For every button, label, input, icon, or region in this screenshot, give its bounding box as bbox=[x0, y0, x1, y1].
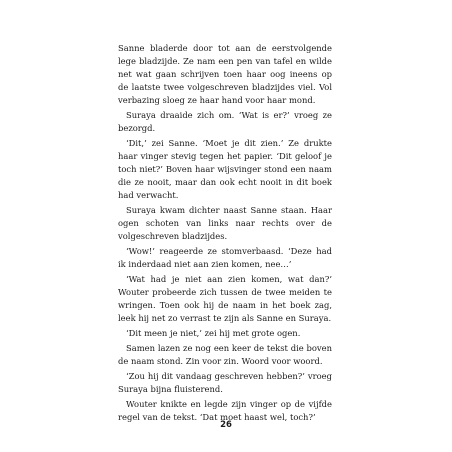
paragraph-5: ‘Wow!’ reageerde ze stomverbaasd. ‘Deze had ik inderdaad niet aan zien komen, nee…’ bbox=[118, 246, 332, 269]
paragraph-6: ‘Wat had je niet aan zien komen, wat dan?’ Wouter probeerde zich tussen de twee meiden te wringen. Toen ook hij de naam in het boek zag, leek hij net zo verrast te zijn als Sanne en Suraya. bbox=[118, 274, 332, 323]
paragraph-10: Wouter knikte en legde zijn vinger op de vijfde regel van de tekst. ‘Dat moet haast wel, toch?’ bbox=[118, 399, 332, 422]
paragraph-9: ‘Zou hij dit vandaag geschreven hebben?’ vroeg Suraya bijna fluisterend. bbox=[118, 371, 332, 394]
paragraph-4: Suraya kwam dichter naast Sanne staan. Haar ogen schoten van links naar rechts over de volgeschreven bladzijdes. bbox=[118, 205, 332, 241]
paragraph-1: Sanne bladerde door tot aan de eerstvolgende lege bladzijde. Ze nam een pen van tafel en wilde net wat gaan schrijven toen haar oog ineens op de laatste twee volgeschreven bladzijdes viel. Vol verbazing sloeg ze haar hand voor haar mond. bbox=[118, 43, 332, 105]
paragraph-7: ‘Dit meen je niet,’ zei hij met grote ogen. bbox=[126, 328, 301, 338]
paragraph-2: Suraya draaide zich om. ‘Wat is er?’ vroeg ze bezorgd. bbox=[118, 110, 332, 133]
paragraph-3: ‘Dit,’ zei Sanne. ‘Moet je dit zien.’ Ze drukte haar vinger stevig tegen het papier. ‘Dit geloof je toch niet?’ Boven haar wijsvinger stond een naam die ze nooit, maar dan ook echt nooit in dit boek had verwacht. bbox=[118, 138, 332, 200]
story-text bbox=[118, 42, 332, 426]
page-number: 26 bbox=[220, 420, 232, 430]
paragraph-8: Samen lazen ze nog een keer de tekst die boven de naam stond. Zin voor zin. Woord voor woord. bbox=[118, 343, 332, 366]
